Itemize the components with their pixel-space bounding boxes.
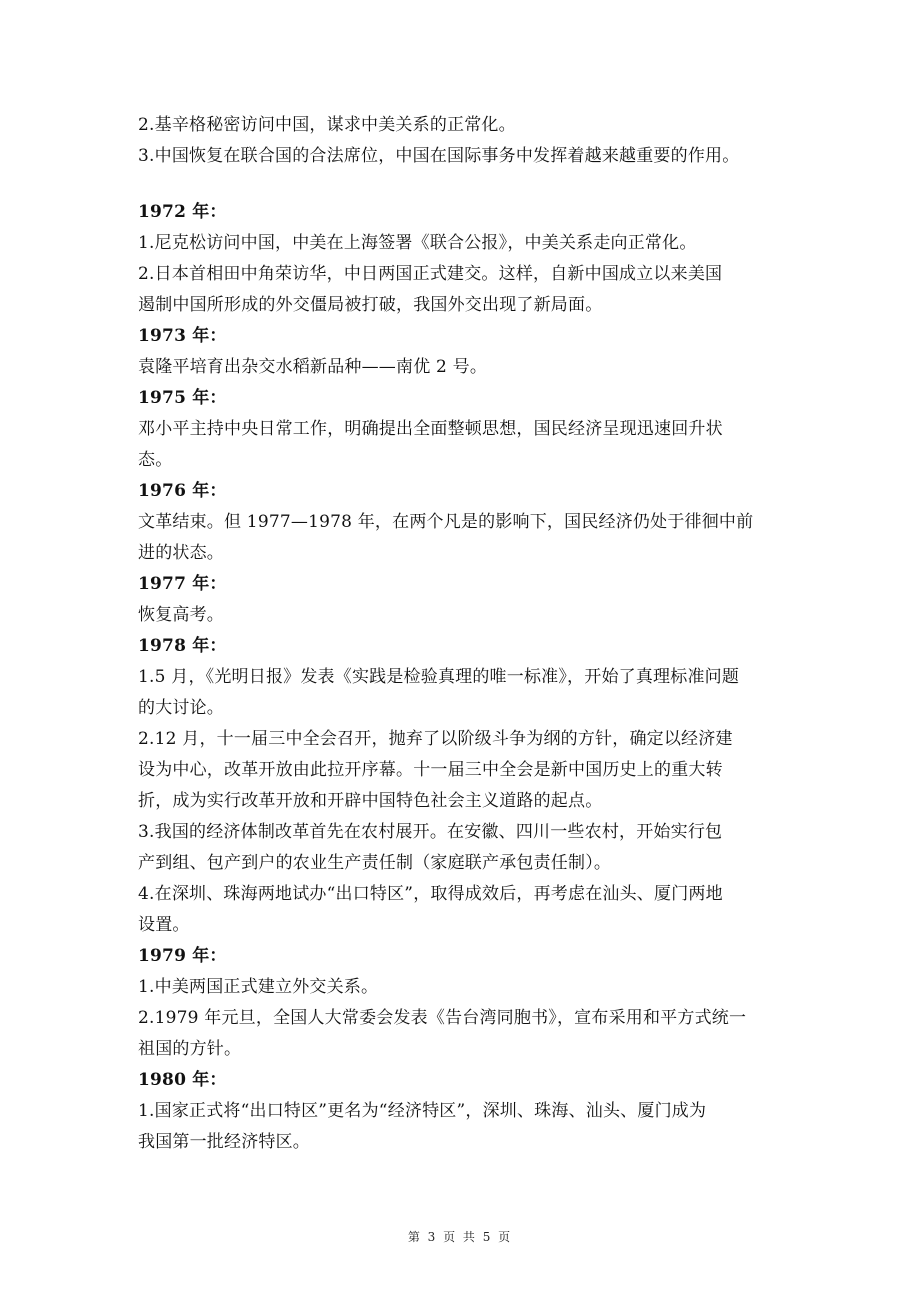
text-line: 折，成为实行改革开放和开辟中国特色社会主义道路的起点。 [138, 791, 603, 811]
paragraph-gap [138, 172, 788, 197]
text-line: 1.中美两国正式建立外交关系。 [138, 977, 379, 997]
text-line: 态。 [138, 450, 173, 470]
text-line: 进的状态。 [138, 543, 224, 563]
document-body [138, 110, 788, 1158]
page-number-footer: 第 3 页 共 5 页 [407, 1230, 513, 1244]
text-line: 2.日本首相田中角荣访华，中日两国正式建交。这样，自新中国成立以来美国 [138, 264, 723, 284]
text-line: 3.我国的经济体制改革首先在农村展开。在安徽、四川一些农村，开始实行包 [138, 822, 723, 842]
text-line: 1.尼克松访问中国，中美在上海签署《联合公报》，中美关系走向正常化。 [138, 233, 697, 253]
text-line: 设置。 [138, 915, 190, 935]
text-line: 2.12 月，十一届三中全会召开，抛弃了以阶级斗争为纲的方针，确定以经济建 [138, 729, 733, 749]
text-line: 袁隆平培育出杂交水稻新品种——南优 2 号。 [138, 357, 488, 377]
text-line: 恢复高考。 [138, 605, 224, 625]
year-heading: 1972 年： [138, 202, 227, 222]
text-line: 产到组、包产到户的农业生产责任制（家庭联产承包责任制）。 [138, 853, 612, 873]
text-line: 设为中心，改革开放由此拉开序幕。十一届三中全会是新中国历史上的重大转 [138, 760, 723, 780]
year-heading: 1979 年： [138, 946, 227, 966]
year-heading: 1978 年： [138, 636, 227, 656]
text-line: 邓小平主持中央日常工作，明确提出全面整顿思想，国民经济呈现迅速回升状 [138, 419, 723, 439]
text-line: 祖国的方针。 [138, 1039, 242, 1059]
text-line: 4.在深圳、珠海两地试办“出口特区”，取得成效后，再考虑在汕头、厦门两地 [138, 884, 723, 904]
text-line: 我国第一批经济特区。 [138, 1132, 310, 1152]
text-line: 1.5 月，《光明日报》发表《实践是检验真理的唯一标准》，开始了真理标准问题 [138, 667, 740, 687]
year-heading: 1973 年： [138, 326, 227, 346]
year-heading: 1977 年： [138, 574, 227, 594]
text-line: 3.中国恢复在联合国的合法席位，中国在国际事务中发挥着越来越重要的作用。 [138, 146, 740, 166]
year-heading: 1980 年： [138, 1070, 227, 1090]
text-line: 遏制中国所形成的外交僵局被打破，我国外交出现了新局面。 [138, 295, 603, 315]
text-line: 2.基辛格秘密访问中国，谋求中美关系的正常化。 [138, 115, 516, 135]
text-line: 1.国家正式将“出口特区”更名为“经济特区”，深圳、珠海、汕头、厦门成为 [138, 1101, 707, 1121]
text-line: 文革结束。但 1977—1978 年，在两个凡是的影响下，国民经济仍处于徘徊中前 [138, 512, 754, 532]
year-heading: 1976 年： [138, 481, 227, 501]
text-line: 2.1979 年元旦，全国人大常委会发表《告台湾同胞书》，宣布采用和平方式统一 [138, 1008, 747, 1028]
text-line: 的大讨论。 [138, 698, 224, 718]
year-heading: 1975 年： [138, 388, 227, 408]
